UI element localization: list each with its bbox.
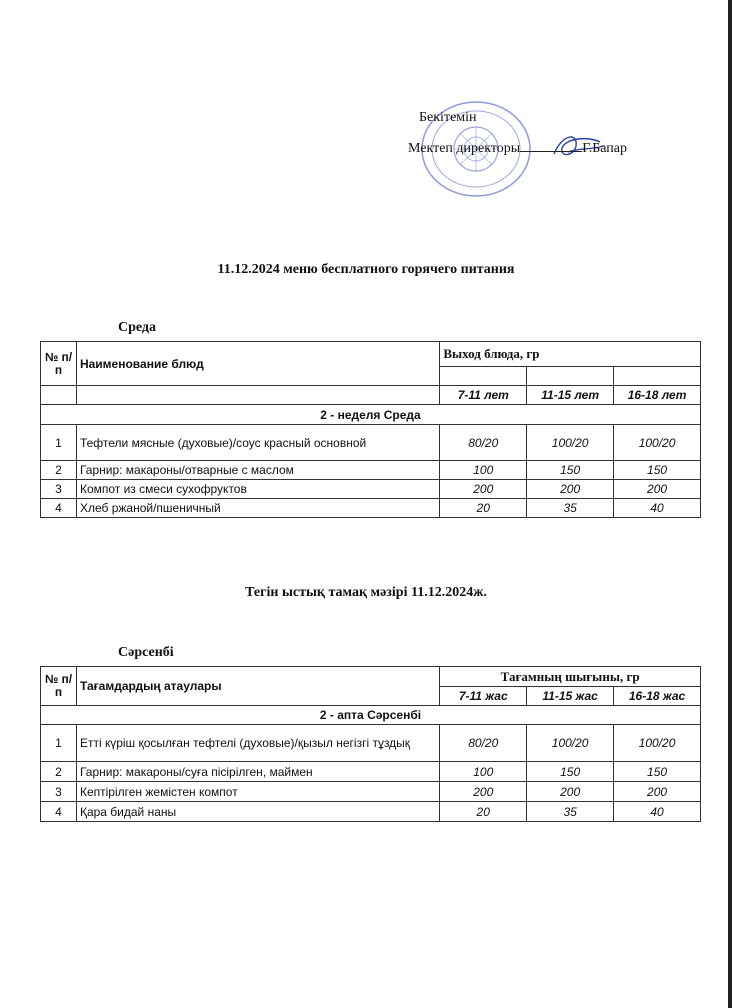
ru-age-7-11: 7-11 лет — [440, 386, 527, 405]
dish-name: Компот из смеси сухофруктов — [76, 480, 439, 499]
kz-menu-title: Тегін ыстық тамақ мәзірі 11.12.2024ж. — [245, 585, 487, 600]
director-label: Мектеп директоры — [408, 141, 521, 156]
ru-day-label: Среда — [118, 320, 157, 335]
ru-age-16-18: 16-18 лет — [614, 386, 701, 405]
dish-name: Гарнир: макароны/отварные с маслом — [76, 461, 439, 480]
kz-age-7-11: 7-11 жас — [440, 687, 527, 706]
ru-week-row: 2 - неделя Среда — [41, 405, 701, 425]
dish-name: Етті күріш қосылған тефтелі (духовые)/қызыл негізгі тұздық — [76, 725, 439, 762]
table-row: 1 Етті күріш қосылған тефтелі (духовые)/қызыл негізгі тұздық 80/20 100/20 100/20 — [41, 725, 701, 762]
dish-name: Кептірілген жемістен компот — [76, 782, 439, 802]
kz-week-row: 2 - апта Сәрсенбі — [41, 706, 701, 725]
kz-age-16-18: 16-18 жас — [614, 687, 701, 706]
dish-name: Хлеб ржаной/пшеничный — [76, 499, 439, 518]
table-row: 2 Гарнир: макароны/суға пісірілген, маймен 100 150 150 — [41, 762, 701, 782]
table-row: 3 Компот из смеси сухофруктов 200 200 200 — [41, 480, 701, 499]
ru-age-11-15: 11-15 лет — [527, 386, 614, 405]
dish-name: Қара бидай наны — [76, 802, 439, 822]
table-row: 1 Тефтели мясные (духовые)/соус красный основной 80/20 100/20 100/20 — [41, 425, 701, 461]
ru-name-header: Наименование блюд — [76, 342, 439, 386]
dish-name: Гарнир: макароны/суға пісірілген, маймен — [76, 762, 439, 782]
kz-name-header: Тағамдардың атаулары — [76, 667, 439, 706]
kz-menu-table — [40, 666, 701, 822]
ru-output-header: Выход блюда, гр — [440, 342, 701, 367]
table-row: 2 Гарнир: макароны/отварные с маслом 100 150 150 — [41, 461, 701, 480]
approval-label: Бекітемін — [419, 110, 477, 125]
director-line — [408, 139, 627, 157]
signature-line — [520, 139, 582, 152]
ru-menu-title: 11.12.2024 меню бесплатного горячего питания — [217, 262, 515, 277]
ru-menu-table — [40, 341, 701, 518]
kz-age-11-15: 11-15 жас — [527, 687, 614, 706]
table-row: 4 Қара бидай наны 20 35 40 — [41, 802, 701, 822]
director-name: Г.Бапар — [582, 141, 628, 156]
kz-num-header: № п/п — [41, 667, 77, 706]
table-row: 4 Хлеб ржаной/пшеничный 20 35 40 — [41, 499, 701, 518]
ru-num-header: № п/п — [41, 342, 77, 386]
scan-edge — [728, 0, 732, 1008]
kz-output-header: Тағамның шығыны, гр — [440, 667, 701, 687]
dish-name: Тефтели мясные (духовые)/соус красный основной — [76, 425, 439, 461]
table-row: 3 Кептірілген жемістен компот 200 200 200 — [41, 782, 701, 802]
kz-day-label: Сәрсенбі — [118, 645, 174, 660]
